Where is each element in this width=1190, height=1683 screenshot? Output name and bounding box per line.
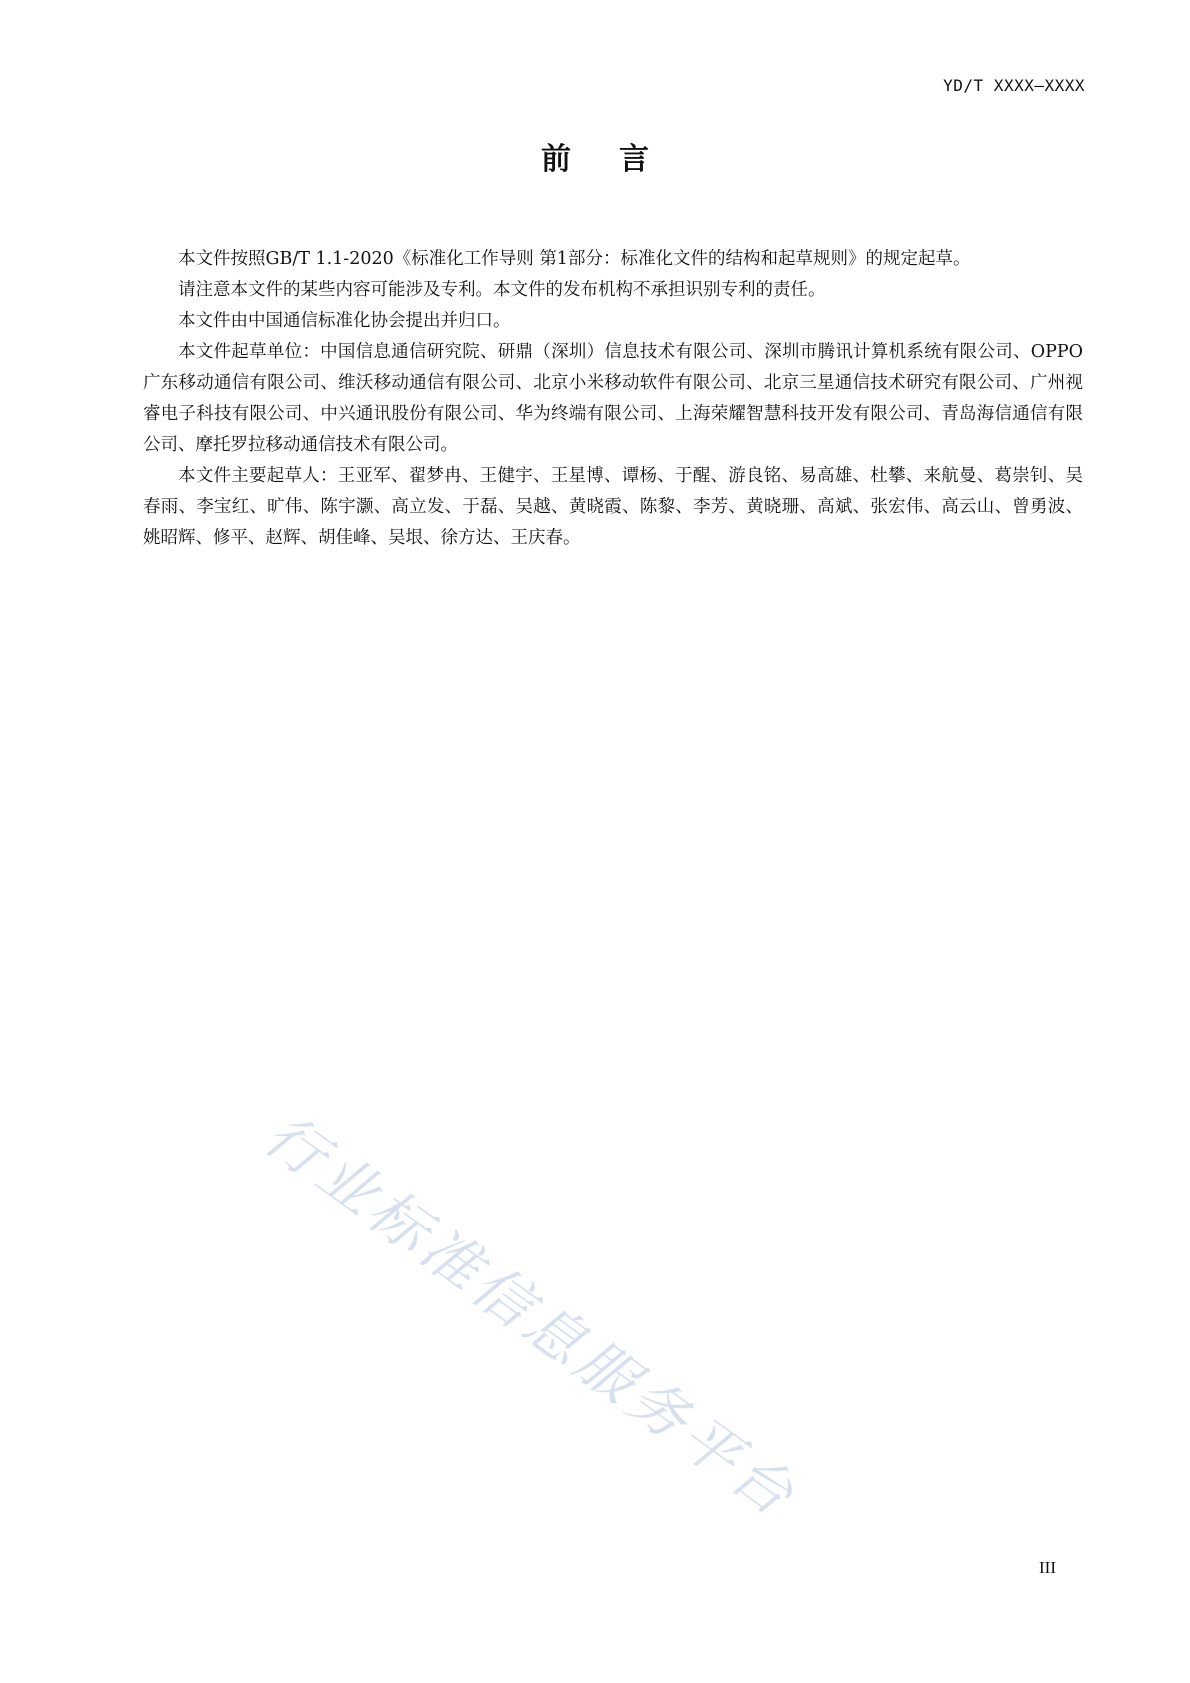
paragraph-patent-notice: 请注意本文件的某些内容可能涉及专利。本文件的发布机构不承担识别专利的责任。 (178, 280, 826, 300)
paragraph-standard-basis: 本文件按照GB/T 1.1-2020《标准化工作导则 第1部分：标准化文件的结构和起草规则》的规定起草。 (178, 249, 971, 269)
foreword-body (143, 244, 1083, 554)
paragraph-drafting-units: 本文件起草单位：中国信息通信研究院、研鼎（深圳）信息技术有限公司、深圳市腾讯计算机系统有限公司、OPPO广东移动通信有限公司、维沃移动通信有限公司、北京小米移动软件有限公司、北京三星通信技术研究有限公司、广州视睿电子科技有限公司、中兴通讯股份有限公司、华为终端有限公司、上海荣耀智慧科技开发有限公司、青岛海信通信有限公司、摩托罗拉移动通信技术有限公司。 (143, 342, 1083, 455)
page-number: III (1039, 1558, 1056, 1577)
paragraph-proposer: 本文件由中国通信标准化协会提出并归口。 (178, 311, 511, 331)
document-code: YD/T XXXX—XXXX (943, 76, 1085, 95)
watermark: 行业标准信息服务平台 (252, 1100, 811, 1532)
paragraph-drafters: 本文件主要起草人：王亚军、翟梦冉、王健宇、王星博、谭杨、于醒、游良铭、易高雄、杜攀、来航曼、葛崇钊、吴春雨、李宝红、旷伟、陈宇灏、高立发、于磊、吴越、黄晓霞、陈黎、李芳、黄晓珊、高斌、张宏伟、高云山、曾勇波、姚昭辉、修平、赵辉、胡佳峰、吴垠、徐方达、王庆春。 (143, 466, 1083, 548)
page-title: 前言 (541, 142, 697, 177)
